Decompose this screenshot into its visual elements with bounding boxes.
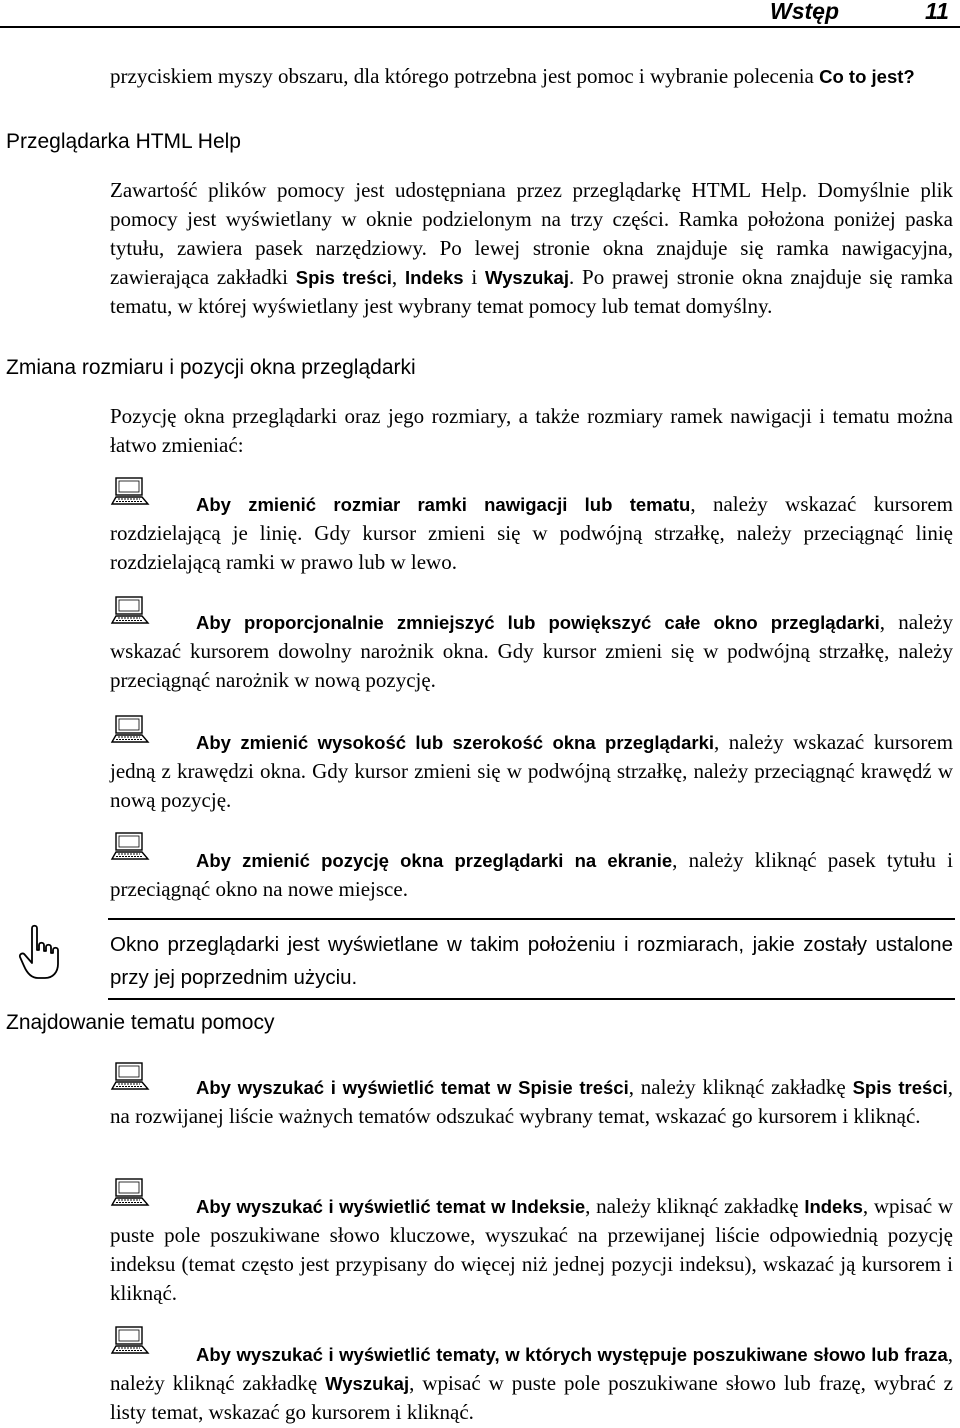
s1-text-1: Zawartość plików pomocy jest udostępniana przez przeglądarkę HTML Help. Domyślnie plik pomocy jest wyświetlany w oknie podzielonym na trzy części. Ramka położona poniżej paska tytułu, zawiera pasek narzędziowy. Po lewej stronie okna znajduje się ramka nawigacyjna, zawierająca zakładki xyxy=(110,178,953,289)
find-toc-text-2: , na rozwijanej liście ważnych tematów odszukać wybrany temat, wskazać go kursorem i kliknąć. xyxy=(110,1075,953,1128)
section-heading-html-help: Przeglądarka HTML Help xyxy=(6,130,241,153)
find-index-bold-2: Indeks xyxy=(804,1196,863,1217)
s1-text-4: . Po prawej stronie okna znajduje się ramka tematu, w której wyświetlany jest wybrany temat pomocy lub temat domyślny. xyxy=(110,265,953,318)
section1-paragraph xyxy=(110,176,953,321)
step2-bold: Aby proporcjonalnie zmniejszyć lub powiększyć całe okno przeglądarki xyxy=(196,612,880,633)
find-index-text-2: , wpisać w puste pole poszukiwane słowo kluczowe, wyszukać na przewijanej liście odpowiednią pozycję indeksu (temat często jest przypisany do więcej niż jednej pozycji indeksu), wskazać ją kursorem i kliknąć. xyxy=(110,1194,953,1305)
intro-text: przyciskiem myszy obszaru, dla którego potrzebna jest pomoc i wybranie polecenia xyxy=(110,64,814,88)
step-resize-frames xyxy=(110,490,953,577)
note-bottom-rule xyxy=(108,998,955,1000)
step3-bold: Aby zmienić wysokość lub szerokość okna przeglądarki xyxy=(196,732,715,753)
step4-text: , należy kliknąć pasek tytułu i przeciągnąć okno na nowe miejsce. xyxy=(110,848,953,901)
page-header xyxy=(0,0,960,30)
find-index-text-1: , należy kliknąć zakładkę xyxy=(585,1194,805,1218)
step2-text: , należy wskazać kursorem dowolny narożnik okna. Gdy kursor zmieni się w podwójną strzałkę, należy przeciągnąć narożnik w nową pozycję. xyxy=(110,610,954,692)
note-text: Okno przeglądarki jest wyświetlane w takim położeniu i rozmiarach, jakie zostały ustalone przy jej poprzednim użyciu. xyxy=(110,933,953,989)
find-search-bold: Aby wyszukać i wyświetlić tematy, w których występuje poszukiwane słowo lub fraza xyxy=(196,1344,948,1365)
intro-bold: Co to jest? xyxy=(819,66,915,87)
step-scale-window xyxy=(110,608,953,695)
s1-text-3: i xyxy=(463,265,485,289)
running-title: Wstęp xyxy=(770,0,839,24)
step1-bold: Aby zmienić rozmiar ramki nawigacji lub tematu xyxy=(196,494,691,515)
s1-bold-3: Wyszukaj xyxy=(485,267,569,288)
find-toc-bold: Aby wyszukać i wyświetlić temat w Spisie treści xyxy=(196,1077,629,1098)
find-search-text-2: , wpisać w puste pole poszukiwane słowo lub frazę, wybrać z listy temat, wskazać go kursorem i kliknąć. xyxy=(110,1371,953,1424)
s1-bold-2: Indeks xyxy=(404,267,464,288)
header-rule xyxy=(0,26,960,28)
step-find-index xyxy=(110,1192,953,1308)
section-heading-resize: Zmiana rozmiaru i pozycji okna przeglądarki xyxy=(6,356,416,379)
find-toc-text-1: , należy kliknąć zakładkę xyxy=(628,1075,853,1099)
page-number: 11 xyxy=(925,0,949,24)
step1-text: , należy wskazać kursorem rozdzielającą je linię. Gdy kursor zmieni się w podwójną strzałkę, należy przeciągnąć linię rozdzielającą ramki w prawo lub w lewo. xyxy=(110,492,953,574)
find-search-bold-2: Wyszukaj xyxy=(325,1373,410,1394)
find-toc-bold-2: Spis treści xyxy=(852,1077,948,1098)
step4-bold: Aby zmienić pozycję okna przeglądarki na ekranie xyxy=(196,850,673,871)
note-top-rule xyxy=(108,918,955,920)
s1-bold-1: Spis treści xyxy=(295,267,392,288)
step-find-search xyxy=(110,1340,953,1427)
find-index-bold: Aby wyszukać i wyświetlić temat w Indeksie xyxy=(196,1196,586,1217)
step-move-window xyxy=(110,846,953,904)
pointing-hand-icon xyxy=(18,924,64,982)
s1-text-2: , xyxy=(391,265,405,289)
section-heading-find-topic: Znajdowanie tematu pomocy xyxy=(6,1011,275,1034)
section2-intro: Pozycję okna przeglądarki oraz jego rozmiary, a także rozmiary ramek nawigacji i tematu można łatwo zmieniać: xyxy=(110,404,953,457)
intro-paragraph xyxy=(110,62,953,91)
find-search-text-1: , należy kliknąć zakładkę xyxy=(110,1342,953,1395)
step-find-toc xyxy=(110,1073,953,1131)
step3-text: , należy wskazać kursorem jedną z krawędzi okna. Gdy kursor zmieni się w podwójną strzałkę, należy przeciągnąć krawędź w nową pozycję. xyxy=(110,730,954,812)
step-resize-edge xyxy=(110,728,953,815)
